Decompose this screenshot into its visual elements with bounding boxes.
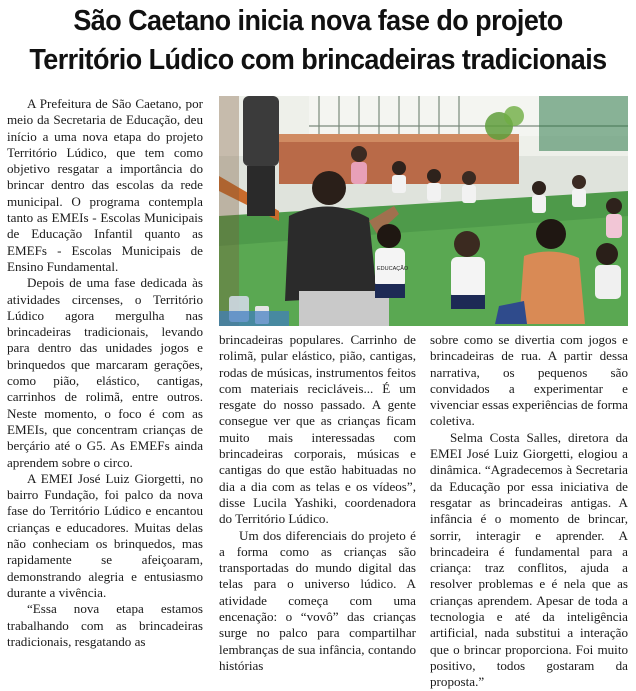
paragraph: Depois de uma fase dedicada às atividades circenses, o Território Lúdico agora mergulha nas brincadeiras tradicionais, levando para dentro das unidades jogos e brinquedos que marcaram gerações, como pião, elástico, cantigas, carrinhos de rolimã, entre outros. Neste momento, o foco é com as EMEIs, que concentram crianças de berçário até o G5. As EMEFs ainda aprendem sobre o circo. [7, 275, 203, 470]
paragraph: brincadeiras populares. Carrinho de rolimã, pular elástico, pião, cantigas, rodas de músicas, instrumentos feitos com materiais recicláveis... É um resgate do nosso passado. A gente consegue ver que as crianças ficam muito mais interessadas com brincadeiras corporais, músicas e cantigas do que estão habituadas no dia a dia com as telas e os vídeos”, disse Lucila Yashiki, coordenadora do Território Lúdico. [219, 332, 416, 527]
headline-line-2: Território Lúdico com brincadeiras tradicionais [29, 44, 607, 76]
article-photo [219, 96, 628, 326]
paragraph: “Essa nova etapa estamos trabalhando com as brincadeiras tradicionais, resgatando as [7, 601, 203, 649]
children-playing-photo [219, 96, 628, 326]
paragraph: sobre como se divertia com jogos e brincadeiras de rua. A partir dessa narrativa, os pequenos são convidados a experimentar e vivenciar essas experiências de forma coletiva. [430, 332, 628, 429]
shirt-print: EDUCAÇÃO [377, 266, 409, 272]
article-column-1 [7, 96, 203, 650]
paragraph: Selma Costa Salles, diretora da EMEI José Luiz Giorgetti, elogiou a dinâmica. “Agradecemos à Secretaria da Educação por essa iniciativa de resgatar as brincadeiras antigas. A infância é o momento de brincar, sorrir, interagir e aprender. A brincadeira é fundamental para a criança: traz conflitos, ajuda a resolver problemas e é nela que as crianças aprendem. Apesar de toda a tecnologia e até da inteligência artificial, nada substitui a interação que o brincar proporciona. Foi muito positivo, todos gostaram da proposta.” [430, 429, 628, 690]
article-column-2 [219, 332, 416, 674]
paragraph: Um dos diferenciais do projeto é a forma como as crianças são transportadas do mundo digital das telas para o universo lúdico. A atividade começa com uma encenação: o “vovô” das crianças surge no palco para compartilhar lembranças de sua infância, contando histórias [219, 527, 416, 673]
paragraph: A EMEI José Luiz Giorgetti, no bairro Fundação, foi palco da nova fase do Território Lúdico e encantou crianças e educadores. Muitas delas não conheciam os brinquedos, mas rapidamente se afeiçoaram, demonstrando alegria e entusiasmo durante a vivência. [7, 470, 203, 600]
headline [22, 2, 613, 80]
headline-line-1: São Caetano inicia nova fase do projeto [73, 5, 563, 37]
article-column-3 [430, 332, 628, 691]
paragraph: A Prefeitura de São Caetano, por meio da Secretaria de Educação, deu início a uma nova etapa do projeto Território Lúdico, que tem como objetivo resgatar a importância do brincar dentro das escolas da rede municipal. O programa contempla tanto as EMEIs - Escolas Municipais de Educação Infantil quanto as EMEFs - Escolas Municipais de Ensino Fundamental. [7, 96, 203, 274]
